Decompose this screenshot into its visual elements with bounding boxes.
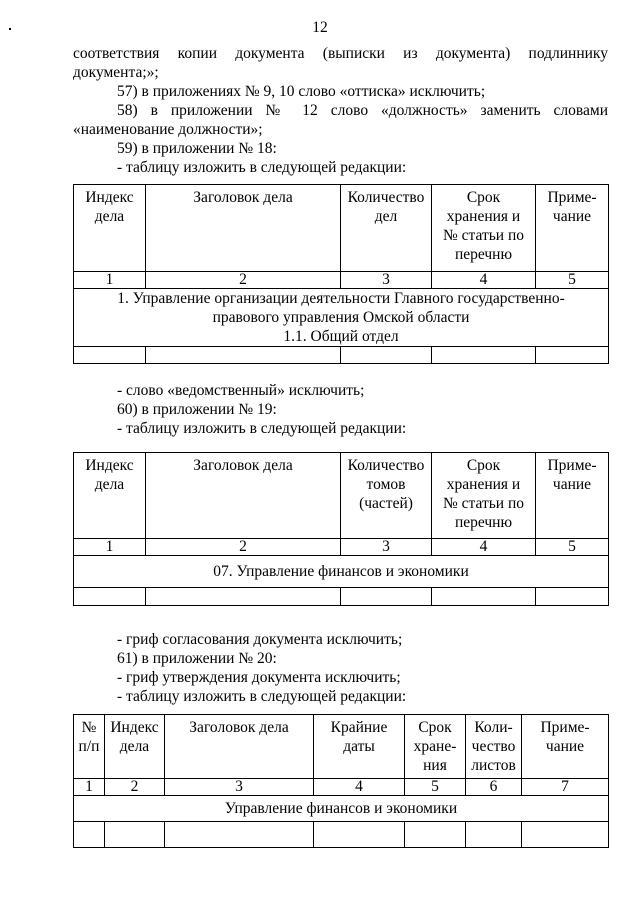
page-number: 12: [312, 19, 328, 36]
header-cell: Заголовок дела: [146, 185, 341, 272]
table-appendix-18: [73, 184, 609, 364]
column-number-row: [74, 539, 609, 556]
column-number: 4: [314, 779, 405, 796]
header-cell: Индекс дела: [105, 715, 165, 779]
table-phrase-3: - таблицу изложить в следующей редакции:: [117, 688, 407, 705]
column-number: 2: [146, 272, 341, 289]
column-number: 1: [74, 272, 146, 289]
column-number: 3: [341, 272, 432, 289]
header-cell: Заголовок дела: [146, 453, 341, 539]
header-cell: Крайние даты: [314, 715, 405, 779]
header-cell: Срок хранения и № статьи по перечню: [432, 453, 536, 539]
header-cell: Приме- чание: [536, 453, 609, 539]
empty-row: [74, 822, 609, 848]
column-number: 3: [165, 779, 314, 796]
item-59: 59) в приложении № 18:: [117, 140, 277, 157]
header-cell: Приме- чание: [522, 715, 609, 779]
header-cell: Заголовок дела: [165, 715, 314, 779]
header-cell: Срок хране- ния: [405, 715, 466, 779]
section-title: 1. Управление организации деятельности Главного государственно- правового управления Омской области 1.1. Общий отдел: [74, 289, 609, 347]
item-61: 61) в приложении № 20:: [117, 650, 277, 667]
intro-line-2: документа;»;: [73, 64, 159, 81]
table-appendix-20: [73, 714, 609, 848]
table-phrase-1: - таблицу изложить в следующей редакции:: [117, 159, 407, 176]
column-number: 2: [146, 539, 341, 556]
intro-line-1: соответствия копии документа (выписки из документа) подлиннику: [73, 45, 608, 62]
column-number: 5: [405, 779, 466, 796]
section-row: [74, 289, 609, 347]
header-cell: Приме- чание: [536, 185, 609, 272]
column-number-row: [74, 272, 609, 289]
table-appendix-19: [73, 452, 609, 606]
item-60: 60) в приложении № 19:: [117, 401, 277, 418]
header-cell: № п/п: [74, 715, 105, 779]
header-cell: Индекс дела: [74, 453, 146, 539]
section-title: 07. Управление финансов и экономики: [74, 556, 609, 588]
table-header-row: [74, 715, 609, 779]
column-number: 5: [536, 539, 609, 556]
column-number: 2: [105, 779, 165, 796]
section-row: [74, 796, 609, 822]
grif-utv-removal: - гриф утверждения документа исключить;: [117, 669, 401, 686]
header-cell: Количество дел: [341, 185, 432, 272]
item-58-line-1: 58) в приложении № 12 слово «должность» заменить словами: [117, 102, 608, 119]
header-cell: Количество томов (частей): [341, 453, 432, 539]
section-title: Управление финансов и экономики: [74, 796, 609, 822]
header-cell: Коли- чество листов: [466, 715, 522, 779]
column-number: 3: [341, 539, 432, 556]
section-row: [74, 556, 609, 588]
column-number: 1: [74, 779, 105, 796]
column-number-row: [74, 779, 609, 796]
table-header-row: [74, 185, 609, 272]
empty-row: [74, 347, 609, 364]
scan-speck: [9, 28, 11, 30]
header-cell: Индекс дела: [74, 185, 146, 272]
vedomstv-removal: - слово «ведомственный» исключить;: [117, 382, 365, 399]
column-number: 5: [536, 272, 609, 289]
item-58-line-2: «наименование должности»;: [73, 121, 263, 138]
column-number: 4: [432, 539, 536, 556]
column-number: 7: [522, 779, 609, 796]
column-number: 4: [432, 272, 536, 289]
table-phrase-2: - таблицу изложить в следующей редакции:: [117, 420, 407, 437]
column-number: 1: [74, 539, 146, 556]
table-header-row: [74, 453, 609, 539]
item-57: 57) в приложениях № 9, 10 слово «оттиска» исключить;: [117, 83, 486, 100]
column-number: 6: [466, 779, 522, 796]
empty-row: [74, 588, 609, 606]
grif-soglas-removal: - гриф согласования документа исключить;: [117, 631, 403, 648]
header-cell: Срок хранения и № статьи по перечню: [432, 185, 536, 272]
